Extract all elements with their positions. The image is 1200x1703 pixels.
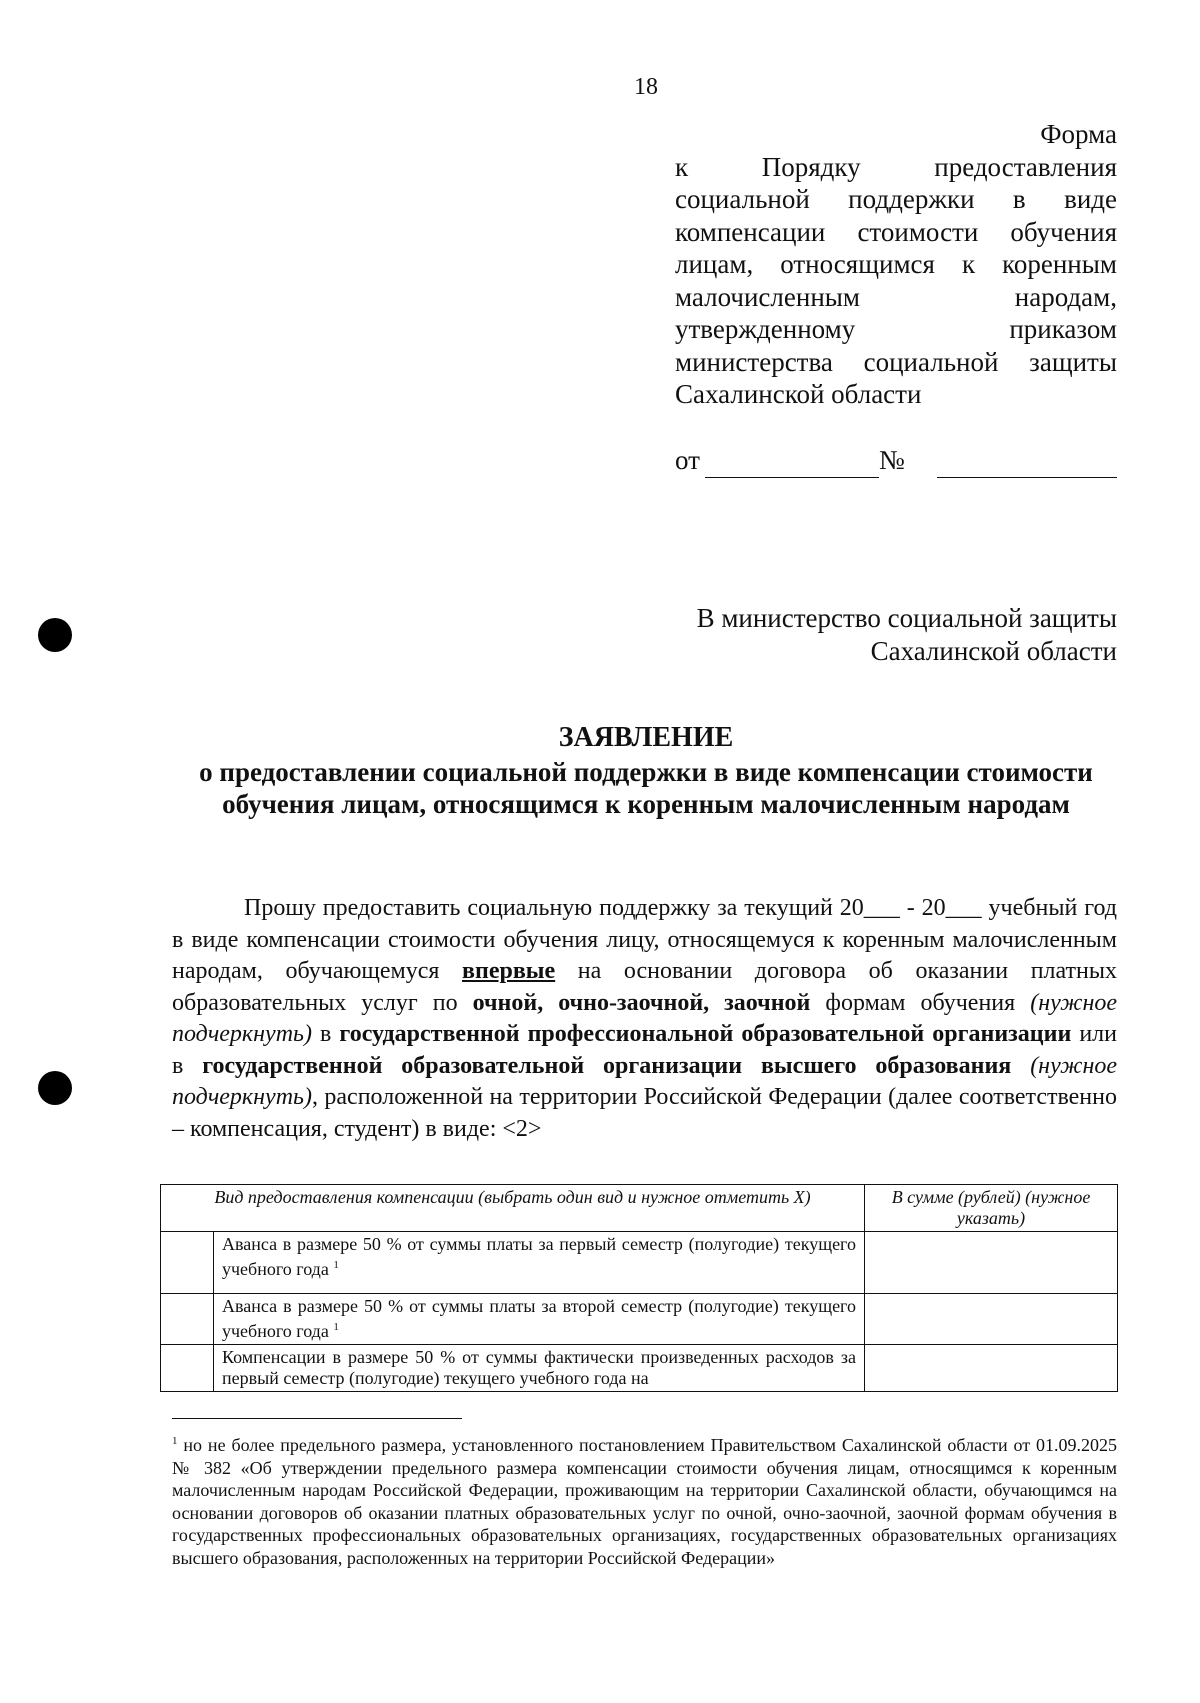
page-number: 18	[634, 74, 658, 100]
row-text: Аванса в размере 50 % от суммы платы за первый семестр (полугодие) текущего учебного года	[222, 1234, 856, 1279]
body-p4: в	[320, 1021, 332, 1047]
date-prefix: от	[675, 445, 700, 475]
body-p2: на основании договора об оказании платных образовательных услуг по	[172, 958, 1117, 1016]
form-title: Форма	[1040, 119, 1117, 149]
row-description	[214, 1294, 865, 1345]
row-text: Аванса в размере 50 % от суммы платы за второй семестр (полугодие) текущего учебного года	[222, 1296, 856, 1341]
body-p6: , расположенной на территории Российской Федерации (далее соответственно – компенсация, студент) в виде: <2>	[172, 1084, 1117, 1142]
date-blank	[705, 477, 879, 478]
form-description-last: Сахалинской области	[675, 379, 922, 409]
footnote-divider	[172, 1418, 462, 1419]
table-row	[161, 1345, 1118, 1392]
number-prefix: №	[879, 445, 905, 475]
addressee-line-2: Сахалинской области	[870, 635, 1117, 666]
mark-cell[interactable]	[161, 1345, 214, 1392]
header-type: Вид предоставления компенсации (выбрать один вид и нужное отметить Х)	[161, 1185, 865, 1232]
table-header-row	[161, 1185, 1118, 1232]
addressee-line-1: В министерство социальной защиты	[696, 603, 1117, 633]
form-header	[675, 118, 1117, 411]
body-note-2: (нужное подчеркнуть)	[172, 1052, 1118, 1110]
mark-cell[interactable]	[161, 1232, 214, 1294]
body-note-1: (нужное подчеркнуть)	[172, 989, 1118, 1047]
sum-cell[interactable]	[865, 1345, 1118, 1392]
row-footnote-ref: 1	[333, 1321, 339, 1333]
row-description	[214, 1345, 865, 1392]
form-description	[675, 151, 1117, 411]
form-date-number-line	[675, 446, 1117, 482]
application-body	[172, 893, 1117, 1145]
mark-cell[interactable]	[161, 1294, 214, 1345]
table-row	[161, 1232, 1118, 1294]
sum-cell[interactable]	[865, 1294, 1118, 1345]
header-sum: В сумме (рублей) (нужное указать)	[865, 1185, 1118, 1232]
body-p1: Прошу предоставить социальную поддержку за текущий 20___ - 20___ учебный год в виде компенсации стоимости обучения лицу, относящемуся к коренным малочисленным народам, обучающемуся	[172, 895, 1117, 984]
table-row	[161, 1294, 1118, 1345]
addressee	[560, 602, 1117, 667]
row-footnote-ref: 1	[333, 1259, 339, 1271]
punch-hole-bottom	[38, 1071, 72, 1105]
footnote	[172, 1430, 1117, 1569]
footnote-marker: 1	[172, 1435, 178, 1447]
body-forms: очной, очно-заочной, заочной	[472, 989, 811, 1016]
form-description-text: к Порядку предоставления социальной поддержки в виде компенсации стоимости обучения лицам, относящимся к коренным малочисленным народам, утвержденному приказом министерства социальной защиты	[675, 151, 1117, 377]
body-first-time: впервые	[462, 958, 556, 984]
title-subheading: о предоставлении социальной поддержки в виде компенсации стоимости обучения лицам, относящимся к коренным малочисленным народам	[199, 757, 1093, 819]
number-blank	[937, 477, 1117, 478]
compensation-table	[160, 1184, 1118, 1392]
body-org-2: государственной образовательной организации высшего образования	[202, 1052, 1012, 1079]
footnote-text: но не более предельного размера, установленного постановлением Правительством Сахалинской области от 01.09.2025 № 382 «Об утверждении предельного размера компенсации стоимости обучения лицам, относящимся к коренным малочисленным народам Российской Федерации, проживающим на территории Сахалинской области, обучающимся на основании договоров об оказании платных образовательных услуг по очной, очно-заочной, заочной формам обучения в государственных профессиональных образовательных организациях, государственных образовательных организациях высшего образования, расположенных на территории Российской Федерации»	[172, 1435, 1118, 1568]
title-heading: ЗАЯВЛЕНИЕ	[558, 722, 734, 753]
sum-cell[interactable]	[865, 1232, 1118, 1294]
row-text: Компенсации в размере 50 % от суммы фактически произведенных расходов за первый семестр (полугодие) текущего учебного года на	[222, 1347, 856, 1388]
punch-hole-top	[38, 618, 72, 652]
body-org-1: государственной профессиональной образовательной организации	[339, 1021, 1072, 1047]
body-p5: или в	[172, 1021, 1117, 1079]
row-description	[214, 1232, 865, 1294]
body-p3: формам обучения	[825, 989, 1016, 1016]
document-title	[160, 722, 1132, 820]
